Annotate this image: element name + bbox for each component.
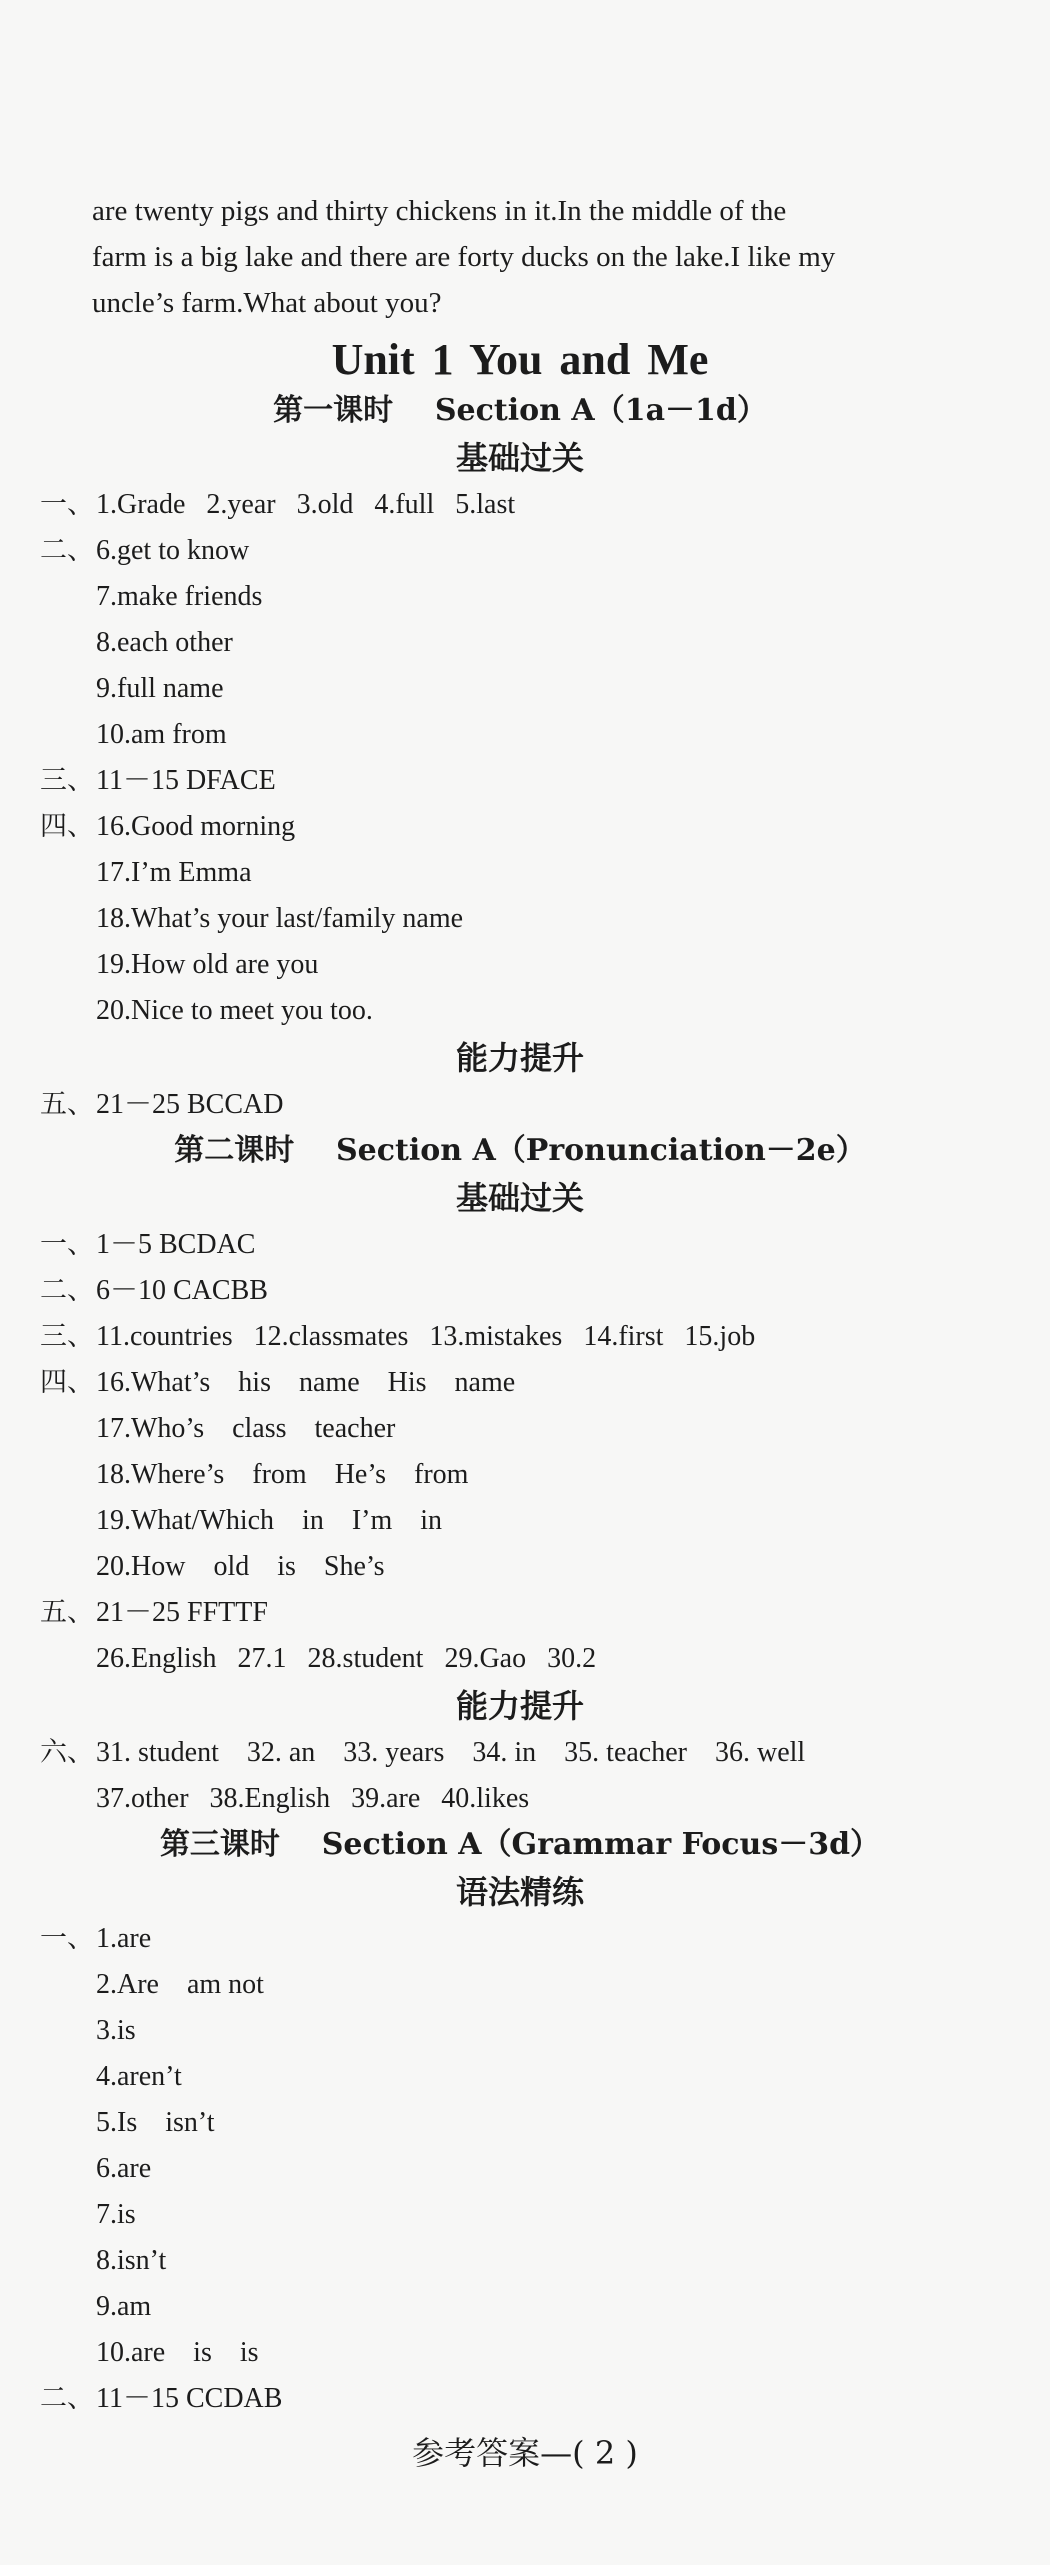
question-group-number: 五、	[40, 1089, 94, 1120]
answer-line	[40, 2054, 1000, 2100]
answer-text: 7.make friends	[96, 581, 263, 612]
answer-line	[40, 528, 1000, 574]
answer-line	[40, 2192, 1000, 2238]
answer-line	[40, 1916, 1000, 1962]
question-group-number: 四、	[40, 1367, 94, 1398]
answer-line	[40, 2100, 1000, 2146]
answer-line	[40, 1730, 1000, 1776]
answer-text: 9.am	[96, 2291, 152, 2322]
question-group-number: 二、	[40, 2383, 94, 2414]
intro-line: are twenty pigs and thirty chickens in it.In the middle of the	[92, 195, 787, 227]
answer-line	[40, 2008, 1000, 2054]
answer-line	[40, 1636, 1000, 1682]
answer-line	[40, 2284, 1000, 2330]
answer-line	[40, 712, 1000, 758]
block-heading: 语法精练	[455, 1873, 584, 1911]
answer-text: 18.What’s your last/family name	[96, 903, 464, 934]
answer-text: 17.I’m Emma	[96, 857, 252, 888]
block-heading: 能力提升	[455, 1039, 584, 1077]
question-group-number: 一、	[40, 489, 94, 520]
answer-text: 21－25 BCCAD	[96, 1089, 284, 1120]
answer-line	[40, 574, 1000, 620]
answer-line	[40, 1452, 1000, 1498]
answer-text: 19.How old are you	[96, 949, 319, 980]
question-group-number: 六、	[40, 1737, 94, 1768]
question-group-number: 一、	[40, 1229, 94, 1260]
answer-text: 16.Good morning	[96, 811, 296, 842]
block-heading: 基础过关	[455, 439, 584, 477]
answer-text: 11－15 CCDAB	[96, 2383, 283, 2414]
block-heading: 基础过关	[455, 1179, 584, 1217]
answer-text: 4.aren’t	[96, 2061, 182, 2092]
answer-text: 9.full name	[96, 673, 224, 704]
answer-line	[40, 758, 1000, 804]
question-group-number: 二、	[40, 1275, 94, 1306]
answer-line	[40, 2330, 1000, 2376]
question-group-number: 三、	[40, 765, 94, 796]
answer-text: 1－5 BCDAC	[96, 1229, 256, 1260]
answer-line	[40, 1544, 1000, 1590]
lesson-title: 第一课时 Section A（1a－1d）	[273, 393, 767, 428]
answer-text: 20.Nice to meet you too.	[96, 995, 373, 1026]
answer-text: 8.isn’t	[96, 2245, 167, 2276]
answer-line	[40, 988, 1000, 1034]
answer-text: 1.Grade 2.year 3.old 4.full 5.last	[96, 489, 516, 520]
answer-text: 37.other 38.English 39.are 40.likes	[96, 1783, 530, 1814]
answer-text: 18.Where’s from He’s from	[96, 1459, 469, 1490]
question-group-number: 四、	[40, 811, 94, 842]
answer-line	[40, 850, 1000, 896]
answer-text: 10.am from	[96, 719, 227, 750]
answer-text: 6－10 CACBB	[96, 1275, 268, 1306]
lesson-title: 第三课时 Section A（Grammar Focus－3d）	[159, 1827, 881, 1862]
answer-line	[40, 620, 1000, 666]
unit-title: Unit 1 You and Me	[331, 335, 709, 384]
answer-line	[40, 1314, 1000, 1360]
answer-text: 1.are	[96, 1923, 152, 1954]
answer-content	[40, 332, 1000, 2422]
answer-line	[40, 1268, 1000, 1314]
answer-text: 26.English 27.1 28.student 29.Gao 30.2	[96, 1643, 597, 1674]
answer-line	[40, 2376, 1000, 2422]
intro-line: farm is a big lake and there are forty ducks on the lake.I like my	[92, 241, 836, 273]
intro-paragraph	[92, 188, 972, 326]
answer-text: 6.get to know	[96, 535, 250, 566]
answer-text: 8.each other	[96, 627, 233, 658]
question-group-number: 五、	[40, 1597, 94, 1628]
answer-line	[40, 1590, 1000, 1636]
answer-text: 7.is	[96, 2199, 136, 2230]
answer-text: 11.countries 12.classmates 13.mistakes 14.first 15.job	[96, 1321, 756, 1352]
answer-text: 6.are	[96, 2153, 152, 2184]
answer-line	[40, 2146, 1000, 2192]
answer-text: 20.How old is She’s	[96, 1551, 385, 1582]
question-group-number: 二、	[40, 535, 94, 566]
answer-line	[40, 666, 1000, 712]
answer-text: 10.are is is	[96, 2337, 259, 2368]
answer-line	[40, 1222, 1000, 1268]
question-group-number: 一、	[40, 1923, 94, 1954]
lesson-title: 第二课时 Section A（Pronunciation－2e）	[174, 1133, 866, 1168]
answer-text: 11－15 DFACE	[96, 765, 276, 796]
answer-text: 2.Are am not	[96, 1969, 264, 2000]
answer-text: 17.Who’s class teacher	[96, 1413, 396, 1444]
answer-line	[40, 1082, 1000, 1128]
answer-line	[40, 1498, 1000, 1544]
intro-line: uncle’s farm.What about you?	[92, 287, 442, 319]
answer-text: 3.is	[96, 2015, 136, 2046]
answer-line	[40, 1962, 1000, 2008]
answer-line	[40, 1406, 1000, 1452]
answer-text: 31. student 32. an 33. years 34. in 35. teacher 36. well	[96, 1737, 806, 1768]
answer-line	[40, 1360, 1000, 1406]
answer-text: 5.Is isn’t	[96, 2107, 215, 2138]
answer-line	[40, 804, 1000, 850]
answer-line	[40, 1776, 1000, 1822]
question-group-number: 三、	[40, 1321, 94, 1352]
answer-text: 16.What’s his name His name	[96, 1367, 516, 1398]
answer-line	[40, 2238, 1000, 2284]
answer-text: 21－25 FFTTF	[96, 1597, 268, 1628]
answer-line	[40, 482, 1000, 528]
block-heading: 能力提升	[455, 1687, 584, 1725]
page-footer: 参考答案—( 2 )	[412, 2434, 638, 2472]
answer-line	[40, 896, 1000, 942]
answer-text: 19.What/Which in I’m in	[96, 1505, 443, 1536]
answer-line	[40, 942, 1000, 988]
